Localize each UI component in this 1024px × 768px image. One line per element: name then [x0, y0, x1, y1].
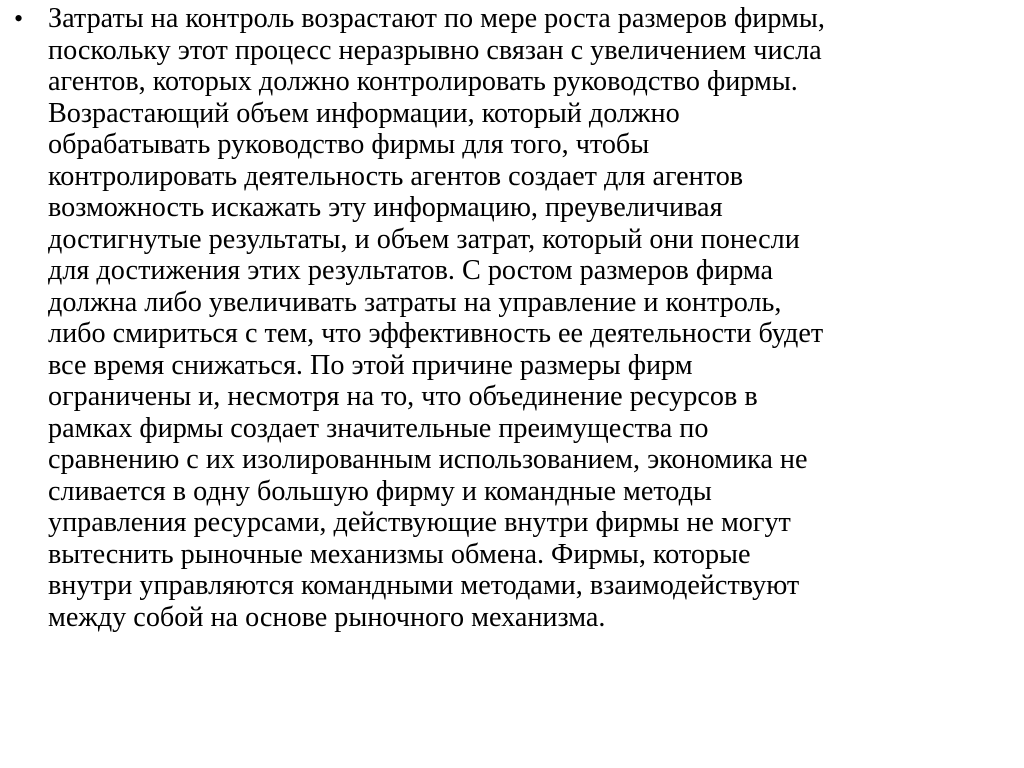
text-line: обрабатывать руководство фирмы для того, чтобы [48, 129, 650, 160]
text-line: ограничены и, несмотря на то, что объединение ресурсов в [48, 381, 758, 412]
text-line: рамках фирмы создает значительные преимущества по [48, 412, 709, 444]
text-line: агентов, которых должно контролировать руководство фирмы. [48, 66, 798, 97]
text-line: контролировать деятельность агентов создает для агентов [48, 160, 744, 192]
bullet-text [48, 3, 825, 633]
text-line: достигнутые результаты, и объем затрат, который они понесли [48, 223, 800, 255]
text-line: вытеснить рыночные механизмы обмена. Фирмы, которые [48, 538, 751, 570]
text-line: все время снижаться. По этой причине размеры фирм [48, 349, 693, 381]
text-line: Возрастающий объем информации, который должно [48, 97, 680, 129]
text-line: сравнению с их изолированным использованием, экономика не [48, 444, 808, 475]
text-line: сливается в одну большую фирму и командные методы [48, 475, 712, 507]
text-line: поскольку этот процесс неразрывно связан с увеличением числа [48, 34, 822, 66]
text-line: либо смириться с тем, что эффективность ее деятельности будет [48, 318, 824, 349]
text-line: для достижения этих результатов. С ростом размеров фирма [48, 255, 774, 286]
text-line: Затраты на контроль возрастают по мере роста размеров фирмы, [48, 3, 825, 34]
text-line: внутри управляются командными методами, взаимодействуют [48, 570, 800, 601]
text-line: должна либо увеличивать затраты на управление и контроль, [48, 286, 782, 318]
text-line: управления ресурсами, действующие внутри фирмы не могут [48, 507, 791, 538]
text-line: между собой на основе рыночного механизма. [48, 601, 606, 633]
bullet-icon: • [14, 4, 24, 33]
text-line: возможность искажать эту информацию, преувеличивая [48, 192, 723, 223]
